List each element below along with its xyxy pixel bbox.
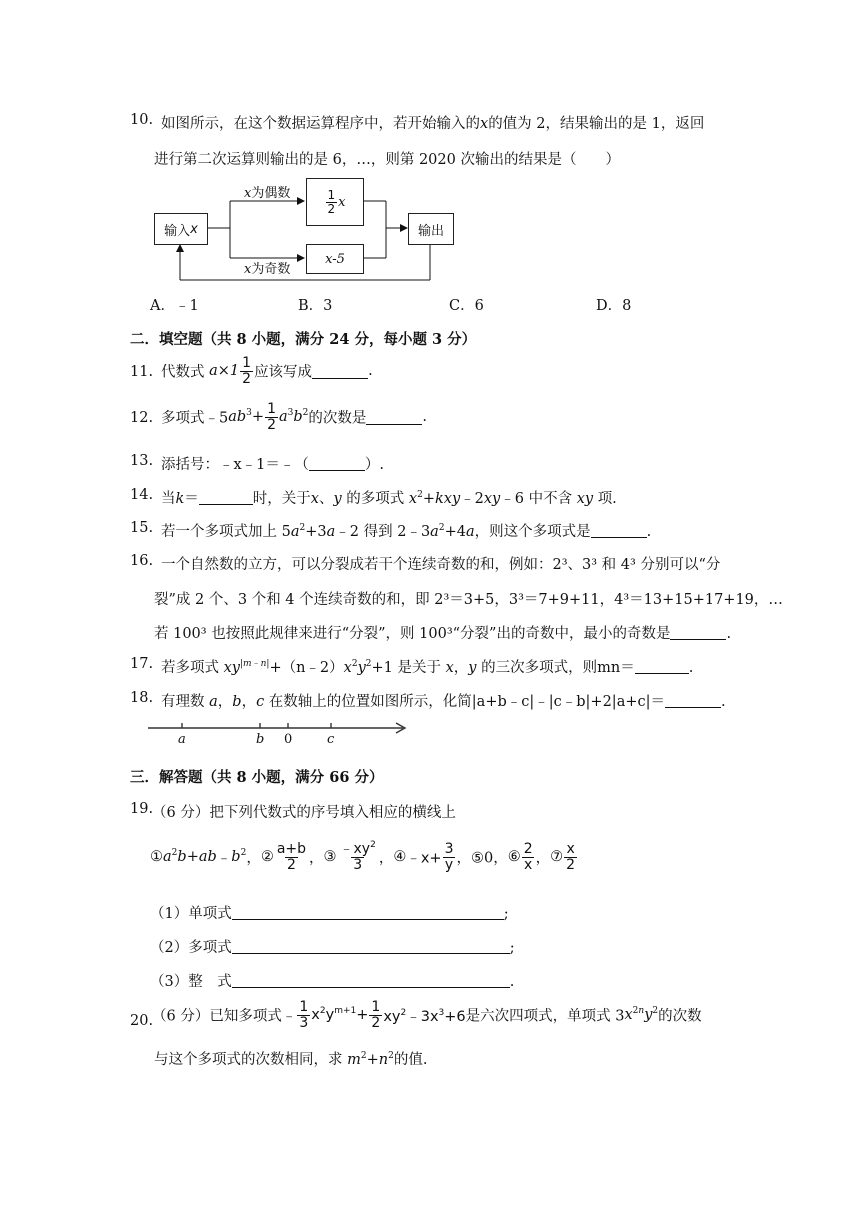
axis-label-0: 0 (284, 732, 293, 747)
q16-number: 16. (130, 553, 154, 569)
q14-number: 14. (130, 487, 154, 503)
q13-number: 13. (130, 453, 154, 469)
q10-option-c: C．6 (449, 298, 484, 314)
q17-number: 17. (130, 656, 154, 672)
q10-number: 10. (130, 112, 154, 128)
odd-label: x为奇数 (244, 262, 291, 277)
q17-text: 若多项式 $xy^{|m﹣n|}+(n﹣2)x^2y^2+1$ 是关于 x，y 的三次多项式，则mn＝ . (161, 659, 694, 676)
q15-number: 15. (130, 520, 154, 536)
section2-title: 二．填空题（共 8 小题，满分 24 分，每小题 3 分） (130, 331, 477, 348)
q12-number: 12. (130, 410, 154, 426)
q16-line1: 一个自然数的立方，可以分裂成若干个连续奇数的和，例如：2³、3³ 和 4³ 分别可以“分 (161, 557, 721, 573)
q11-text: 代数式 a×1 $\frac{1}{2}$ 应该写成 . (161, 355, 373, 387)
number-line-axis (148, 720, 413, 752)
q13-text: 添括号：﹣x﹣1＝﹣（ ）. (161, 457, 385, 473)
minus5-box: x-5 (306, 244, 364, 274)
q16-line2: 裂”成 2 个、3 个和 4 个连续奇数的和，即 2³＝3+5，3³＝7+9+11，4³＝13+15+17+19，… (154, 592, 783, 608)
q14-text: 当k＝ 时，关于x、y 的多项式 $x^2+kxy﹣2xy﹣6$ 中不含 xy 项. (161, 490, 617, 507)
q19-blank-1: （1）单项式 ; (150, 906, 509, 922)
q18-number: 18. (130, 690, 154, 706)
q19-number: 19. (130, 801, 154, 817)
input-box: 输入 x (154, 213, 208, 245)
q19-expressions: $①a^2b+ab﹣b^2$，② $\frac{a+b}{2}$ ，③ $\frac{﹣xy^2}{3}$ ，④﹣x+ $\frac{3}{y}$ ，⑤0，⑥ $\frac{2}{x}$ ，⑦ $\frac{x}{2}$ (150, 840, 576, 873)
q20-number: 20. (130, 1013, 154, 1029)
q10-line1: 如图所示，在这个数据运算程序中，若开始输入的x的值为 2，结果输出的是 1，返回 (161, 116, 705, 132)
axis-label-b: b (256, 732, 265, 747)
axis-label-a: a (178, 732, 186, 747)
q19-blank-2: （2）多项式 ; (150, 940, 515, 956)
q10-option-a: A．﹣1 (150, 298, 199, 314)
section3-title: 三．解答题（共 8 小题，满分 66 分） (130, 769, 384, 786)
q16-line3: 若 100³ 也按照此规律来进行“分裂”，则 100³“分裂”出的奇数中，最小的奇数是 . (154, 626, 732, 642)
q11-number: 11. (130, 364, 154, 380)
q10-option-b: B．3 (298, 298, 333, 314)
q20-line2: 与这个多项式的次数相同，求 $m^2+n^2$的值. (154, 1051, 428, 1068)
q12-text: 多项式$﹣5ab^3+$ $\frac{1}{2}$ $a^3b^2$的次数是 . (161, 401, 428, 433)
even-label: x为偶数 (244, 186, 291, 201)
q18-text: 有理数 a，b，c 在数轴上的位置如图所示，化简|a+b﹣c|﹣|c﹣b|+2|a+c|＝ . (161, 694, 726, 710)
output-box: 输出 (408, 213, 454, 245)
q10-line2: 进行第二次运算则输出的是 6，…，则第 2020 次输出的结果是（ ） (154, 152, 620, 168)
q19-text: （6 分）把下列代数式的序号填入相应的横线上 (152, 805, 456, 821)
q19-blank-3: （3）整 式 . (150, 974, 515, 990)
half-box: $\frac{1}{2}$ x (306, 178, 364, 226)
q15-text: 若一个多项式加上 $5a^2+3a﹣2$ 得到 $2﹣3a^2+4a$，则这个多项式是 . (161, 523, 652, 540)
q10-option-d: D．8 (596, 298, 632, 314)
flow-diagram (148, 172, 458, 292)
axis-label-c: c (327, 732, 335, 747)
q20-text: （6 分）已知多项式﹣ $\frac{1}{3}$ $x^2y^{m+1}+$ $\frac{1}{2}$ $xy^2﹣3x^3+6$是六次四项式，单项式 $3x^{2n}y^2$的次数 (152, 999, 702, 1031)
number-line (148, 720, 413, 752)
